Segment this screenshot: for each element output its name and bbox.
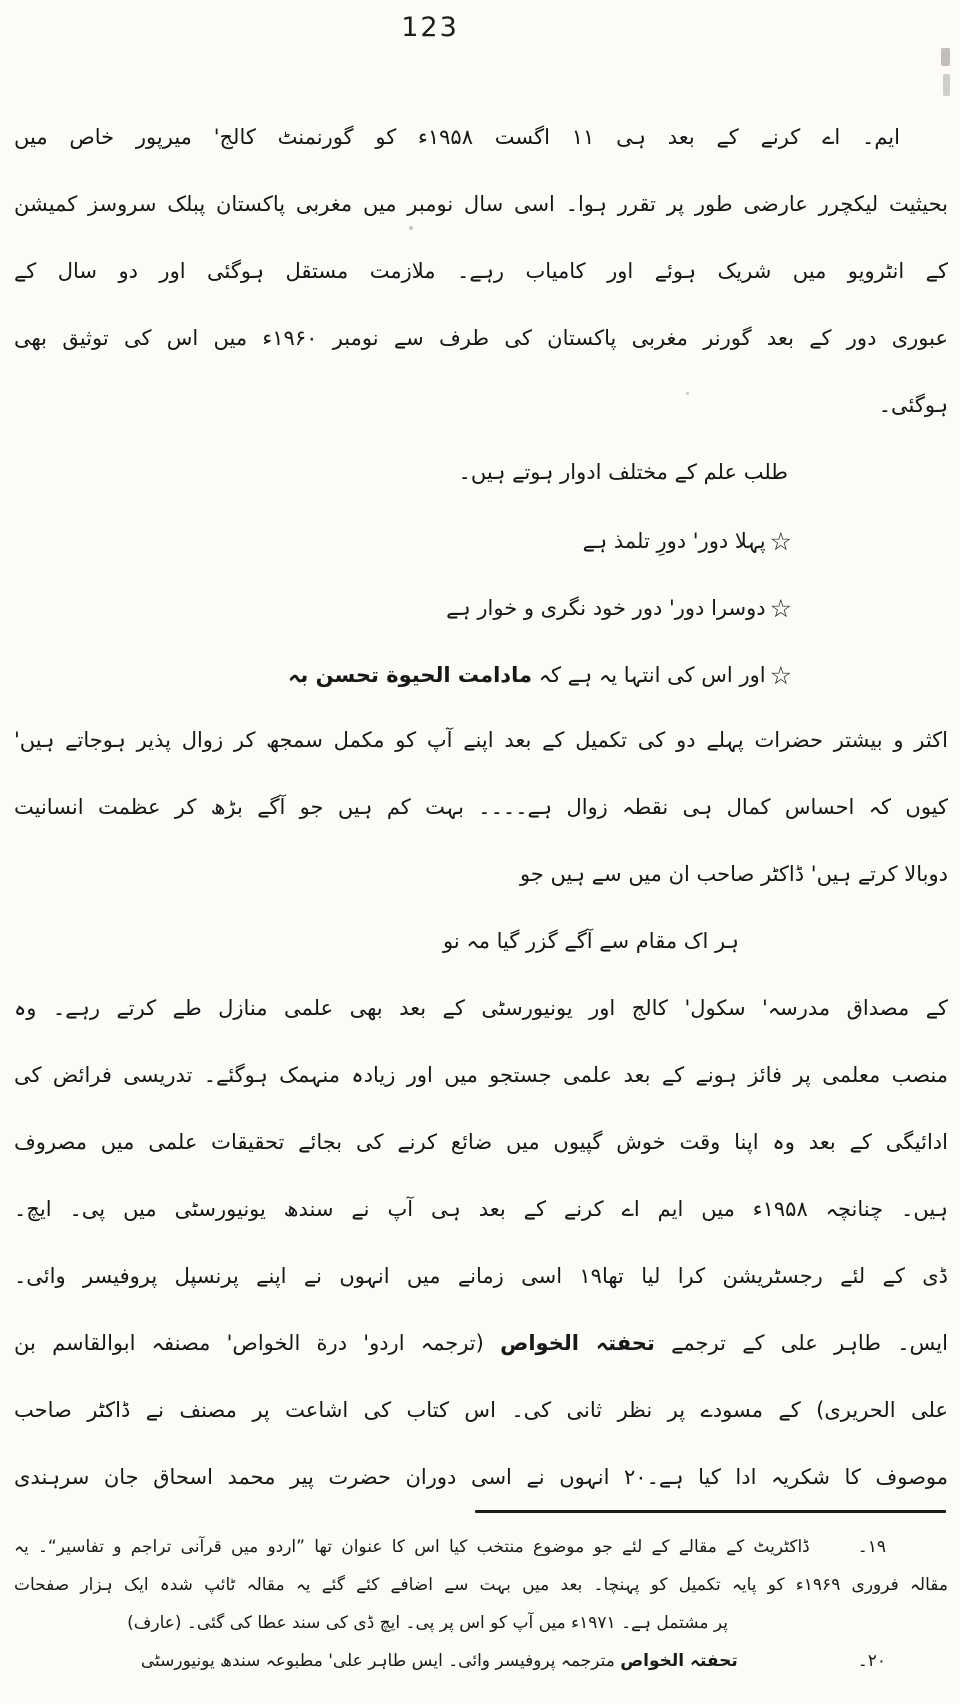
footnote-20-title-bold: تحفتہ الخواص bbox=[620, 1651, 738, 1671]
text-segment: ایس۔ طاہر علی کے ترجمے bbox=[654, 1331, 948, 1355]
bullet-item bbox=[14, 506, 948, 573]
text-line: ہوگئی۔ bbox=[878, 393, 948, 417]
text-line: موصوف کا شکریہ ادا کیا ہے۔۲۰ انہوں نے اسی دوران حضرت پیر محمد اسحاق جان سرہندی bbox=[14, 1465, 948, 1489]
scan-speck bbox=[941, 48, 950, 66]
scan-speck bbox=[943, 74, 950, 96]
text-line: علی الحریری) کے مسودے پر نظر ثانی کی۔ اس کتاب کی اشاعت پر مصنف نے ڈاکٹر صاحب bbox=[14, 1398, 948, 1422]
footnote-20-marker: ۲۰۔ bbox=[857, 1651, 886, 1671]
footnote-divider bbox=[475, 1510, 946, 1513]
text-line: دوبالا کرتے ہیں' ڈاکٹر صاحب ان میں سے ہیں جو bbox=[519, 862, 948, 886]
footnote-20-line bbox=[14, 1642, 948, 1680]
verse-line: ہر اک مقام سے آگے گزر گیا مہ نو bbox=[443, 929, 739, 953]
bullet-text: اور اس کی انتہا یہ ہے کہ bbox=[531, 663, 766, 687]
bullet-text: پہلا دور' دورِ تلمذ ہے bbox=[582, 529, 766, 553]
star-icon: ☆ bbox=[769, 661, 792, 690]
text-line: کے انٹرویو میں شریک ہوئے اور کامیاب رہے۔ ملازمت مستقل ہوگئی اور دو سال کے bbox=[14, 259, 948, 283]
bullet-item bbox=[14, 573, 948, 640]
text-line: اکثر و بیشتر حضرات پہلے دو کی تکمیل کے بعد اپنے آپ کو مکمل سمجھ کر زوال پذیر ہوجاتے ہیں' bbox=[14, 728, 948, 752]
footnote-19-line-2: مقالہ فروری ۱۹۶۹ء کو پایہ تکمیل کو پہنچا۔ بعد میں بہت سے اضافے کئے گئے یہ مقالہ ٹائپ شدہ ایک ہزار صفحات bbox=[14, 1575, 948, 1595]
footnote-20-text: مترجمہ پروفیسر وائی۔ ایس طاہر علی' مطبوعہ سندھ یونیورسٹی bbox=[140, 1651, 621, 1671]
book-title-bold: تحفتہ الخواص bbox=[500, 1331, 655, 1355]
star-icon: ☆ bbox=[769, 594, 792, 623]
page-number: 123 bbox=[401, 12, 459, 43]
text-line: ہیں۔ چنانچہ ۱۹۵۸ء میں ایم اے کرنے کے بعد ہی آپ نے سندھ یونیورسٹی میں پی۔ ایچ۔ bbox=[14, 1197, 948, 1221]
footnote-19-line-3: پر مشتمل ہے۔ ۱۹۷۱ء میں آپ کو اس پر پی۔ ایچ ڈی کی سند عطا کی گئی۔ (عارف) bbox=[127, 1613, 728, 1633]
text-line: ادائیگی کے بعد وہ اپنا وقت خوش گپیوں میں ضائع کرنے کی بجائے تحقیقات علمی میں مصروف bbox=[14, 1130, 948, 1154]
text-line: کیوں کہ احساس کمال ہی نقطہ زوال ہے۔۔۔۔ بہت کم ہیں جو آگے بڑھ کر عظمت انسانیت bbox=[14, 795, 948, 819]
text-segment: (ترجمہ اردو' درة الخواص' مصنفہ ابوالقاسم بن bbox=[14, 1331, 501, 1355]
arabic-phrase-bold: مادامت الحیوة تحسن بہ bbox=[288, 663, 532, 687]
text-line: بحیثیت لیکچرر عارضی طور پر تقرر ہوا۔ اسی سال نومبر میں مغربی پاکستان پبلک سروسز کمیشن bbox=[14, 192, 948, 216]
text-line: ایم۔ اے کرنے کے بعد ہی ۱۱ اگست ۱۹۵۸ء کو گورنمنٹ کالج' میرپور خاص میں bbox=[14, 125, 900, 149]
footnote-19-line-1 bbox=[14, 1528, 948, 1566]
text-line bbox=[14, 1310, 948, 1377]
footnotes-section bbox=[14, 1528, 948, 1680]
footnote-19-marker: ۱۹۔ bbox=[857, 1537, 886, 1557]
bullet-item bbox=[14, 640, 948, 707]
text-line: ڈی کے لئے رجسٹریشن کرا لیا تھا۱۹ اسی زمانے میں انہوں نے اپنے پرنسپل پروفیسر وائی۔ bbox=[14, 1264, 948, 1288]
star-icon: ☆ bbox=[769, 527, 792, 556]
footnote-19-text: ڈاکٹریٹ کے مقالے کے لئے جو موضوع منتخب کیا اس کا عنوان تھا ”اردو میں قرآنی تراجم و تفاسیر“۔ یہ bbox=[14, 1537, 810, 1557]
body-text bbox=[14, 104, 948, 1511]
text-line: کے مصداق مدرسہ' سکول' کالج اور یونیورسٹی کے بعد بھی علمی منازل طے کرتے رہے۔ وہ bbox=[14, 996, 948, 1020]
text-line: عبوری دور کے بعد گورنر مغربی پاکستان کی طرف سے نومبر ۱۹۶۰ء میں اس کی توثیق بھی bbox=[14, 326, 948, 350]
bullet-text: دوسرا دور' دور خود نگری و خوار ہے bbox=[446, 596, 766, 620]
text-line: منصب معلمی پر فائز ہونے کے بعد علمی جستجو میں اور زیادہ منہمک ہوگئے۔ تدریسی فرائض کی bbox=[14, 1063, 948, 1087]
section-heading-line: طلب علم کے مختلف ادوار ہوتے ہیں۔ bbox=[458, 460, 788, 484]
